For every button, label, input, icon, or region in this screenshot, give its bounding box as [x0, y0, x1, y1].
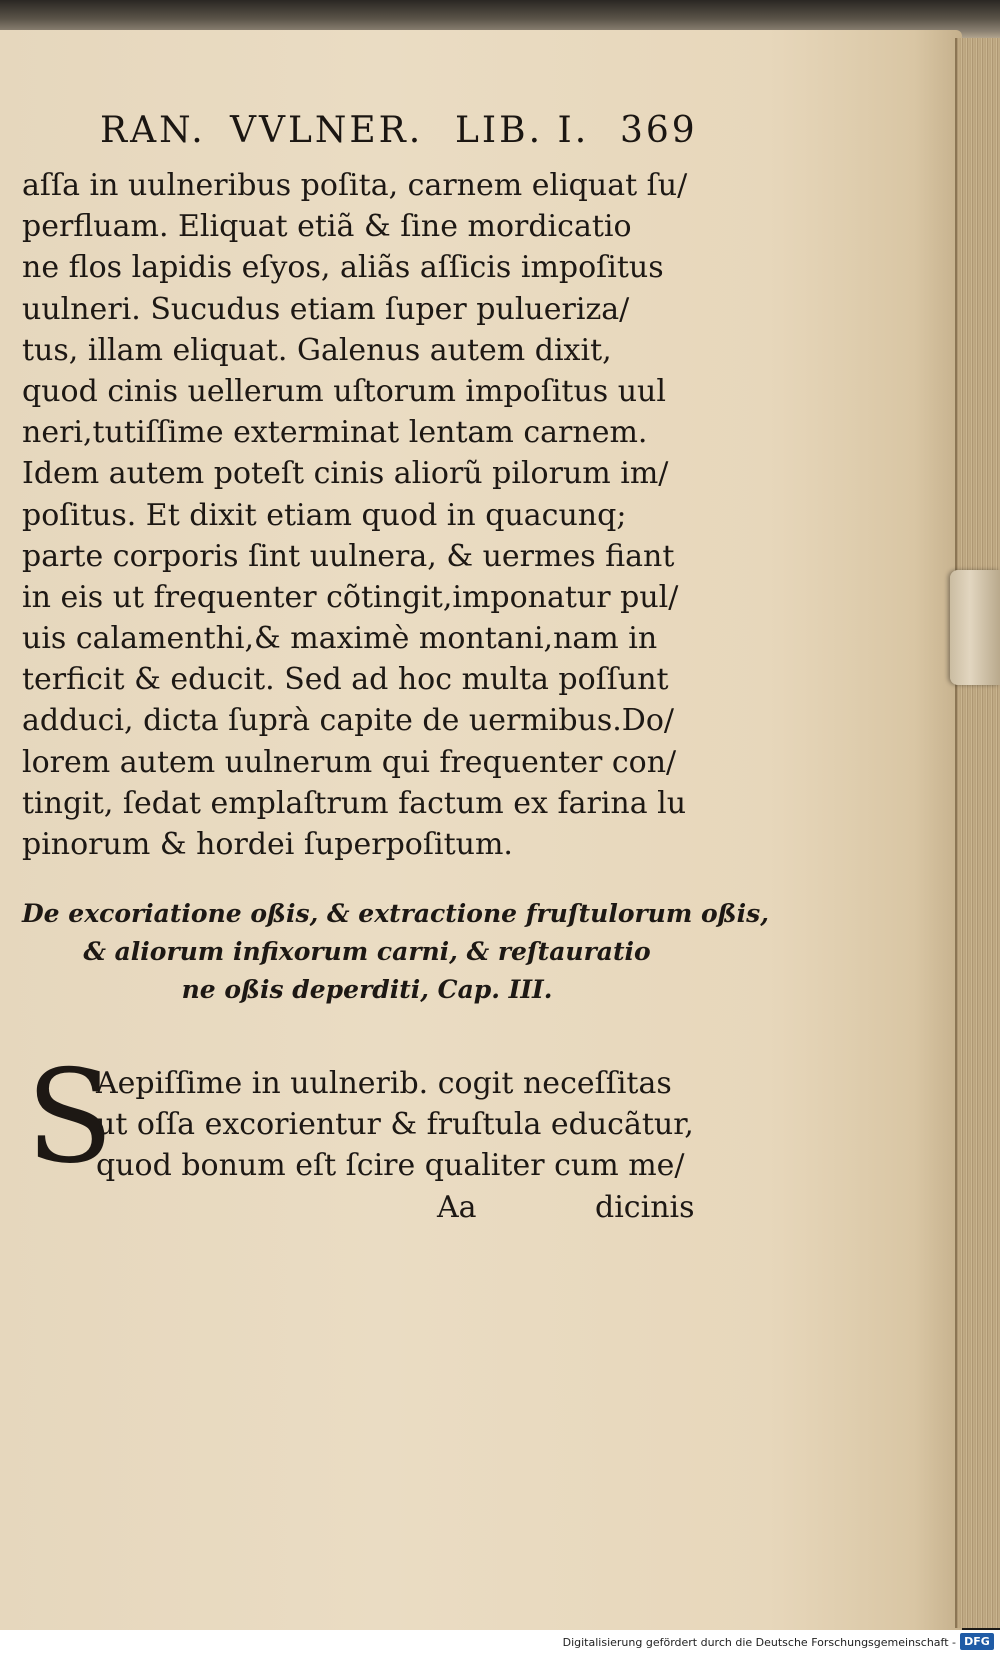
- running-head-left: RAN.: [100, 110, 206, 151]
- text-line: tus, illam eliquat. Galenus autem dixit,: [22, 332, 612, 368]
- text-line: parte corporis ſint uulnera, & uermes fiant: [22, 538, 675, 574]
- text-line: uulneri. Sucudus etiam ſuper pulueriza/: [22, 291, 630, 327]
- signature-mark: Aa: [437, 1190, 477, 1225]
- text-line: terficit & educit. Sed ad hoc multa poſſunt: [22, 662, 669, 698]
- text-line: adduci, dicta ſuprà capite de uermibus.Do/: [22, 703, 675, 739]
- chapter-opening-text: [96, 1063, 706, 1186]
- text-line: ut oſſa excorientur & fruſtula educãtur,: [96, 1107, 694, 1142]
- text-line: quod cinis uellerum uſtorum impoſitus uul: [22, 373, 666, 409]
- running-head-center: VVLNER.: [230, 110, 424, 151]
- running-head: [100, 110, 700, 160]
- chapter-heading-line: De excoriatione oßis, & extractione fruſtulorum oßis,: [22, 899, 769, 928]
- text-line: ne flos lapidis eſyos, aliãs aſſicis impoſitus: [22, 250, 664, 286]
- text-line: poſitus. Et dixit etiam quod in quacunq;: [22, 497, 627, 533]
- text-line: uis calamenthi,& maximè montani,nam in: [22, 621, 658, 657]
- text-line: quod bonum eſt ſcire qualiter cum me/: [96, 1148, 685, 1183]
- chapter-heading: [22, 895, 769, 1009]
- text-line: perfluam. Eliquat etiã & ſine mordicatio: [22, 209, 632, 245]
- running-head-section: LIB. I.: [455, 110, 590, 151]
- text-line: aſſa in uulneribus poſita, carnem eliquat ſu/: [22, 168, 688, 203]
- chapter-heading-line: & aliorum infixorum carni, & reſtauratio: [83, 937, 651, 966]
- text-line: neri,tutiſſime exterminat lentam carnem.: [22, 415, 648, 451]
- text-line: pinorum & hordei ſuperpoſitum.: [22, 827, 513, 862]
- dfg-logo: DFG: [960, 1633, 994, 1650]
- chapter-heading-line: ne oßis deperditi, Cap. III.: [181, 975, 553, 1004]
- page-tab-marker: [950, 570, 1000, 685]
- funding-credit: Digitalisierung gefördert durch die Deutsche Forschungsgemeinschaft -: [562, 1636, 956, 1649]
- page-stack-edge: [955, 38, 1000, 1628]
- text-line: Idem autem poteſt cinis aliorũ pilorum im/: [22, 456, 669, 492]
- text-line: lorem autem uulnerum qui frequenter con/: [22, 744, 677, 780]
- folio-number: 369: [620, 110, 698, 151]
- body-text: [22, 165, 702, 865]
- drop-cap-initial: S: [26, 1043, 114, 1192]
- text-line: Aepiſſime in uulnerib. cogit neceſſitas: [96, 1066, 672, 1101]
- text-line: in eis ut frequenter cõtingit,imponatur pul/: [22, 579, 679, 615]
- text-line: tingit, ſedat emplaſtrum factum ex farina lu: [22, 785, 687, 821]
- catchword: dicinis: [595, 1190, 695, 1225]
